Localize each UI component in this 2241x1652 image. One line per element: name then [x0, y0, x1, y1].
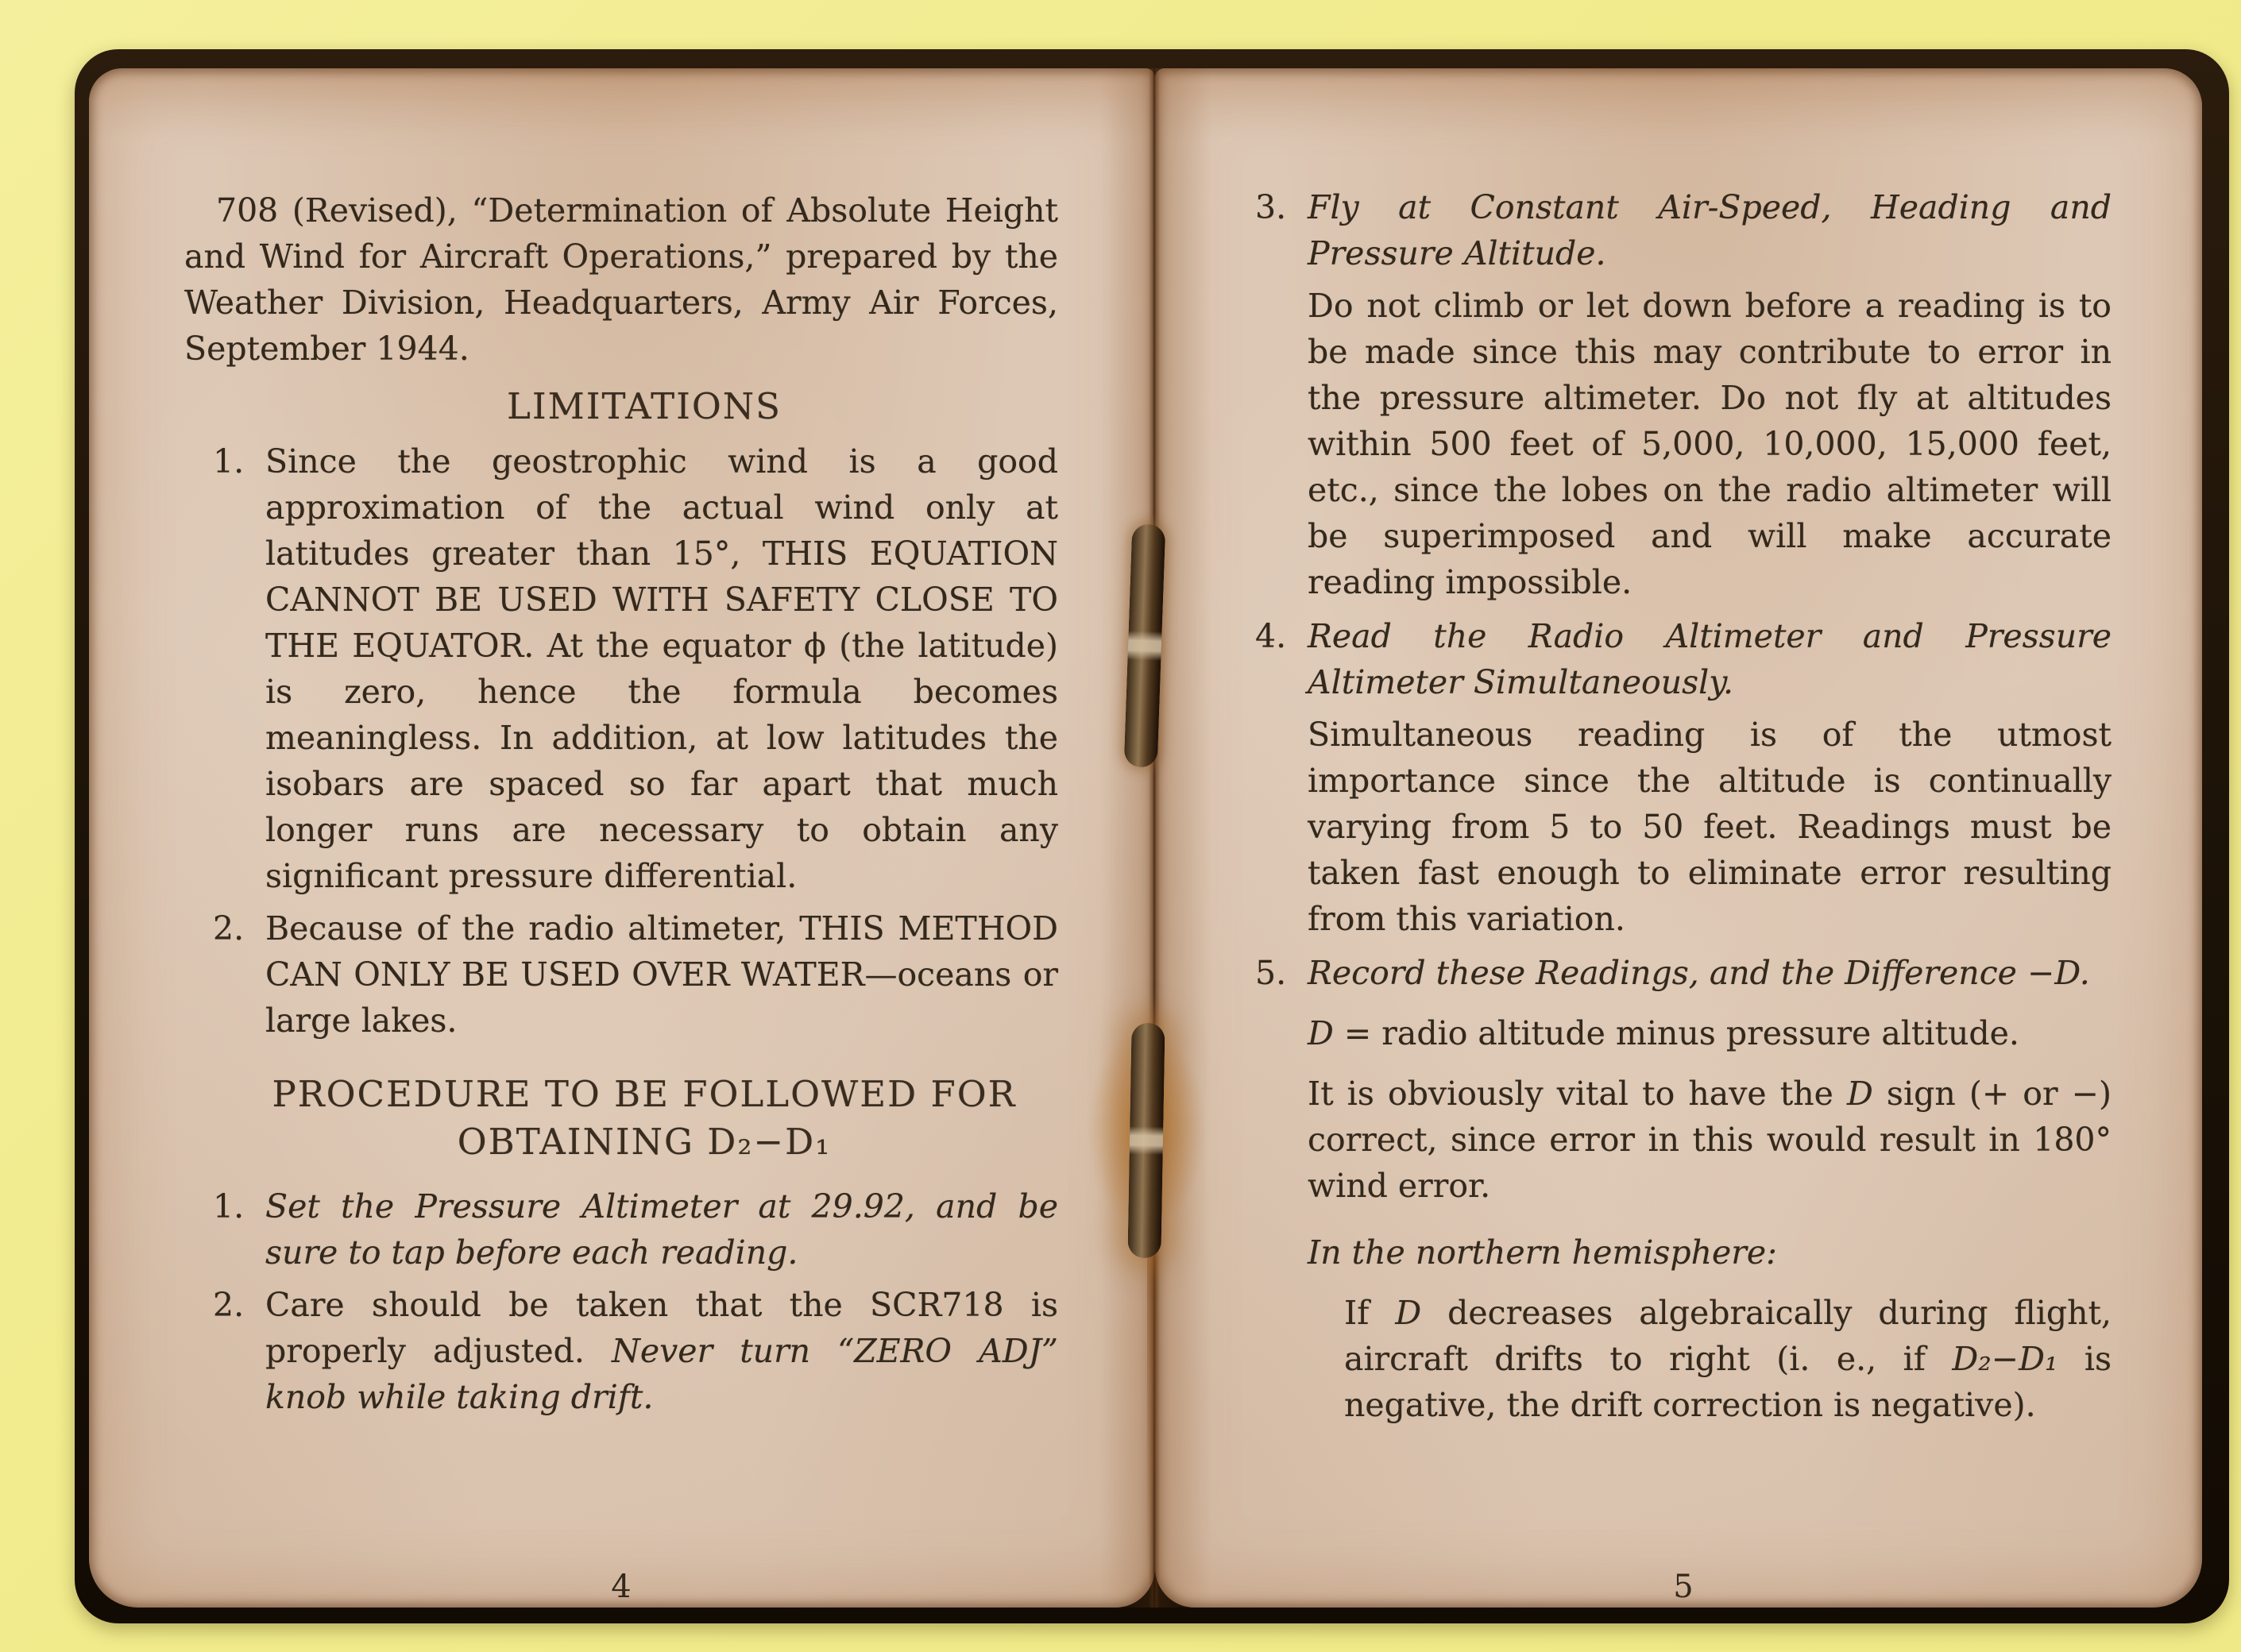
step-item-3-body: Do not climb or let down before a reading is to be made since this may contribute to error in the pressure altimeter. Do not fly at altitudes within 500 feet of 5,000, 10,000, 15,000 feet, etc., since the lobes on the radio altimeter will be superimposed and will make accurate reading impossible.	[1308, 287, 2112, 601]
procedure-item-2	[184, 1282, 1058, 1420]
left-page-text-column	[184, 187, 1058, 1426]
limitation-item-1	[184, 438, 1058, 899]
list-number: 2.	[213, 1286, 245, 1324]
list-number: 5.	[1255, 954, 1287, 992]
list-number: 1.	[213, 1187, 245, 1225]
list-number: 3.	[1255, 188, 1287, 226]
procedure-item-1	[184, 1183, 1058, 1276]
staple-bottom	[1127, 1023, 1165, 1259]
page-right	[1155, 68, 2202, 1608]
page-number-left: 4	[611, 1569, 632, 1605]
d-sign-note: It is obviously vital to have the D sign (+ or −) correct, since error in this would result in 180° wind error.	[1308, 1075, 2112, 1205]
right-page-text-column	[1255, 184, 2112, 1428]
procedure-heading-line-2: OBTAINING D₂−D₁	[457, 1121, 832, 1163]
limitation-item-2-text: Because of the radio altimeter, THIS METHOD CAN ONLY BE USED OVER WATER—oceans or large lakes.	[265, 909, 1058, 1040]
step-item-4-heading: Read the Radio Altimeter and Pressure Altimeter Simultaneously.	[1308, 617, 2112, 701]
list-number: 2.	[213, 909, 245, 948]
limitation-item-2	[184, 905, 1058, 1044]
northern-hemisphere-note: If D decreases algebraically during flight, aircraft drifts to right (i. e., if D₂−D₁ is negative, the drift correction is negative).	[1344, 1294, 2112, 1424]
step-item-5-heading: Record these Readings, and the Difference −D.	[1308, 954, 2090, 992]
step-item-3-heading: Fly at Constant Air-Speed, Heading and Pressure Altitude.	[1308, 188, 2112, 272]
step-item-5	[1255, 950, 2112, 996]
list-number: 4.	[1255, 617, 1287, 655]
d-definition-line: D = radio altitude minus pressure altitude.	[1308, 1014, 2019, 1052]
step-item-4	[1255, 613, 2112, 705]
limitations-heading: LIMITATIONS	[507, 385, 782, 427]
limitation-item-1-text: Since the geostrophic wind is a good approximation of the actual wind only at latitudes greater than 15°, THIS EQUATION CANNOT BE USED WITH SAFETY CLOSE TO THE EQUATOR. At the equator ϕ (the latitude) is zero, hence the formula becomes meaningless. In addition, at low latitudes the isobars are spaced so far apart that much longer runs are necessary to obtain any significant pressure differential.	[265, 442, 1058, 895]
list-number: 1.	[213, 442, 245, 481]
procedure-heading	[184, 1071, 1058, 1166]
step-item-4-body: Simultaneous reading is of the utmost importance since the altitude is continually varying from 5 to 50 feet. Readings must be taken fast enough to eliminate error resulting from this variation.	[1308, 716, 2112, 938]
intro-paragraph: 708 (Revised), “Determination of Absolute Height and Wind for Aircraft Operations,” prepared by the Weather Division, Headquarters, Army Air Forces, September 1944.	[184, 191, 1058, 368]
procedure-item-1-text: Set the Pressure Altimeter at 29.92, and be sure to tap before each reading.	[265, 1187, 1058, 1272]
procedure-item-2-text: Care should be taken that the SCR718 is properly adjusted. Never turn “ZERO ADJ” knob while taking drift.	[265, 1286, 1058, 1416]
procedure-heading-line-1: PROCEDURE TO BE FOLLOWED FOR	[272, 1073, 1017, 1115]
page-number-right: 5	[1673, 1569, 1694, 1605]
page-left	[89, 68, 1155, 1608]
step-item-3	[1255, 184, 2112, 276]
rust-drip-stain	[1147, 1207, 1157, 1581]
northern-hemisphere-heading: In the northern hemisphere:	[1308, 1233, 1777, 1272]
